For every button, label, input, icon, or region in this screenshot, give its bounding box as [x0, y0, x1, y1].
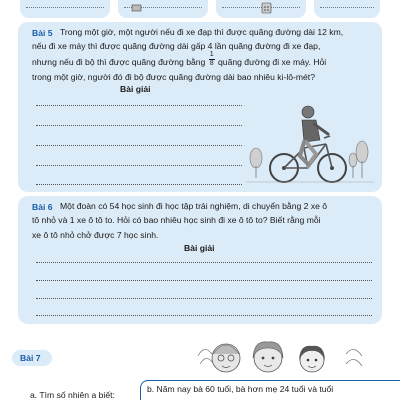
exercise-6-text-line-3: xe ô tô nhỏ chở được 7 học sinh.: [32, 230, 159, 240]
exercise-5-text-line-3: [32, 51, 327, 69]
fraction-denominator: 8: [209, 60, 214, 68]
exercise-7-label-pill: [12, 350, 52, 366]
fraction-numerator: 1: [209, 51, 214, 59]
previous-answer-box: [20, 0, 110, 18]
exercise-7-part-a: a. Tìm số nhiên a biết:: [30, 390, 115, 400]
exercise-5-text-line-3a: nhưng nếu đi bộ thì được quãng đường bằng: [32, 57, 206, 67]
previous-answer-box: [314, 0, 380, 18]
exercise-7-label: Bài 7: [20, 353, 41, 363]
answer-line[interactable]: [36, 105, 242, 106]
pencil-icon: [130, 2, 143, 14]
exercise-6-section: [18, 196, 382, 324]
exercise-7-part-b-box: [140, 380, 400, 400]
answer-line[interactable]: [36, 125, 242, 126]
exercise-5-text-line-1: Trong một giờ, một người nếu đi xe đạp thì được quãng đường dài 12 km,: [60, 27, 344, 37]
answer-line[interactable]: [36, 280, 372, 281]
fraction-one-eighth: [209, 51, 215, 68]
answer-line[interactable]: [36, 145, 242, 146]
answer-line[interactable]: [36, 298, 372, 299]
previous-section-strip: [0, 0, 400, 20]
answer-line[interactable]: [36, 184, 242, 185]
exercise-6-text-line-1: Một đoàn có 54 học sinh đi học tập trải nghiệm, di chuyển bằng 2 xe ô: [60, 201, 328, 211]
calculator-icon: [260, 2, 273, 14]
exercise-6-label: Bài 6: [32, 202, 53, 212]
exercise-6-solution-label: Bài giải: [184, 243, 215, 253]
exercise-5-text-line-4: trong một giờ, người đó đi bộ được quãng đường dài bao nhiêu ki-lô-mét?: [32, 72, 315, 82]
exercise-7-part-b: b. Năm nay bà 60 tuổi, bà hơn mẹ 24 tuổi và tuổi: [147, 384, 334, 394]
exercise-5-solution-label: Bài giải: [120, 84, 151, 94]
answer-line[interactable]: [36, 315, 372, 316]
answer-line[interactable]: [36, 165, 242, 166]
family-faces-illustration: [196, 336, 366, 378]
exercise-6-text-line-2: tô nhỏ và 1 xe ô tô to. Hỏi có bao nhiêu học sinh đi xe ô tô to? Biết rằng mỗi: [32, 215, 321, 225]
exercise-5-section: [18, 22, 382, 192]
cyclist-illustration: [246, 98, 374, 190]
answer-line[interactable]: [36, 262, 372, 263]
exercise-5-label: Bài 5: [32, 28, 53, 38]
exercise-5-text-line-3b: quãng đường đi xe máy. Hỏi: [218, 57, 327, 67]
exercise-5-text-line-2: nếu đi xe máy thì được quãng đường dài gấp 4 lần quãng đường đi xe đạp,: [32, 41, 321, 51]
